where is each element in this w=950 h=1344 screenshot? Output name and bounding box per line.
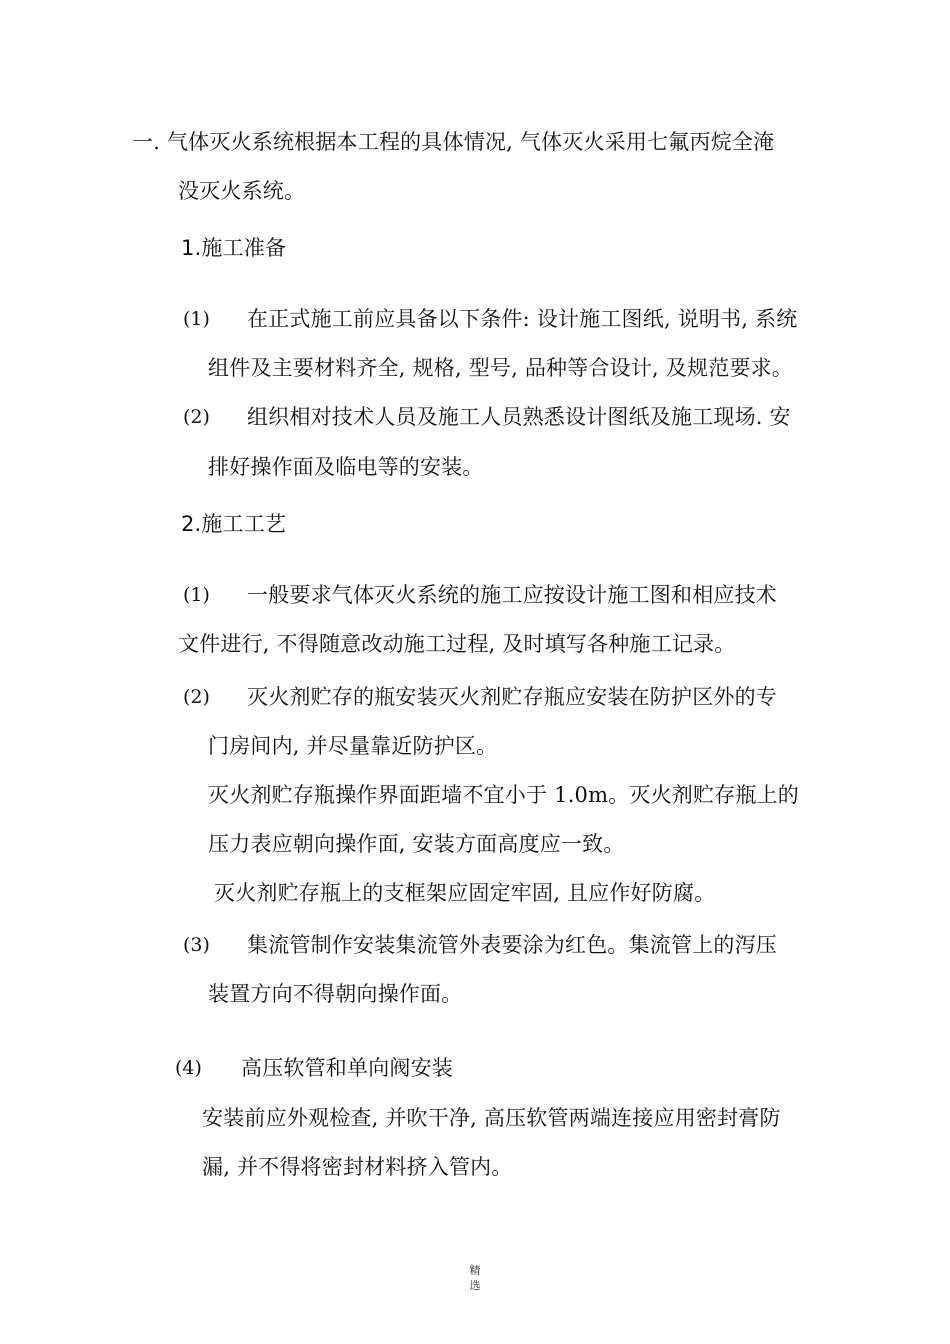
- craft-item-2-line-2: 门房间内, 并尽量靠近防护区。: [208, 734, 498, 758]
- craft-item-2-line-5: 灭火剂贮存瓶上的支框架应固定牢固, 且应作好防腐。: [214, 881, 716, 905]
- craft-item-1-line-1: 一般要求气体灭火系统的施工应按设计施工图和相应技术: [247, 583, 777, 607]
- craft-item-3-line-1: 集流管制作安装集流管外表要涂为红色。集流管上的泻压: [247, 933, 777, 957]
- craft-item-2-line-4: 压力表应朝向操作面, 安装方面高度应一致。: [208, 832, 625, 856]
- craft-heading: 2.施工工艺: [181, 512, 287, 536]
- craft-item-4-number: (4): [175, 1057, 202, 1079]
- prep-heading: 1.施工准备: [181, 236, 287, 260]
- footer-mark-line-2: 选: [469, 1279, 481, 1292]
- craft-item-1-line-2: 文件进行, 不得随意改动施工过程, 及时填写各种施工记录。: [178, 632, 736, 656]
- craft-item-3-number: (3): [183, 934, 210, 956]
- prep-item-2-number: (2): [183, 406, 210, 428]
- footer-mark-line-1: 精: [469, 1264, 481, 1277]
- prep-item-1-number: (1): [183, 308, 210, 330]
- craft-item-2-line-1: 灭火剂贮存的瓶安装灭火剂贮存瓶应安装在防护区外的专: [247, 685, 777, 709]
- craft-item-4-line-3: 漏, 并不得将密封材料挤入管内。: [202, 1155, 513, 1179]
- prep-item-2-line-1: 组织相对技术人员及施工人员熟悉设计图纸及施工现场. 安: [247, 405, 791, 429]
- prep-item-1-line-2: 组件及主要材料齐全, 规格, 型号, 品种等合设计, 及规范要求。: [208, 356, 793, 380]
- craft-item-4-line-1: 高压软管和单向阀安装: [241, 1056, 453, 1080]
- craft-item-1-number: (1): [183, 584, 210, 606]
- section-title-line-2: 没灭火系统。: [178, 179, 306, 203]
- section-title-line-1: 一. 气体灭火系统根据本工程的具体情况, 气体灭火采用七氟丙烷全淹: [132, 130, 775, 154]
- craft-item-3-line-2: 装置方向不得朝向操作面。: [208, 982, 463, 1006]
- prep-item-1-line-1: 在正式施工前应具备以下条件: 设计施工图纸, 说明书, 系统: [247, 307, 798, 331]
- craft-item-2-number: (2): [183, 686, 210, 708]
- craft-item-2-line-3: 灭火剂贮存瓶操作界面距墙不宜小于 1.0m。灭火剂贮存瓶上的: [208, 783, 799, 807]
- prep-item-2-line-2: 排好操作面及临电等的安装。: [208, 455, 484, 479]
- craft-item-4-line-2: 安装前应外观检查, 并吹干净, 高压软管两端连接应用密封膏防: [202, 1106, 781, 1130]
